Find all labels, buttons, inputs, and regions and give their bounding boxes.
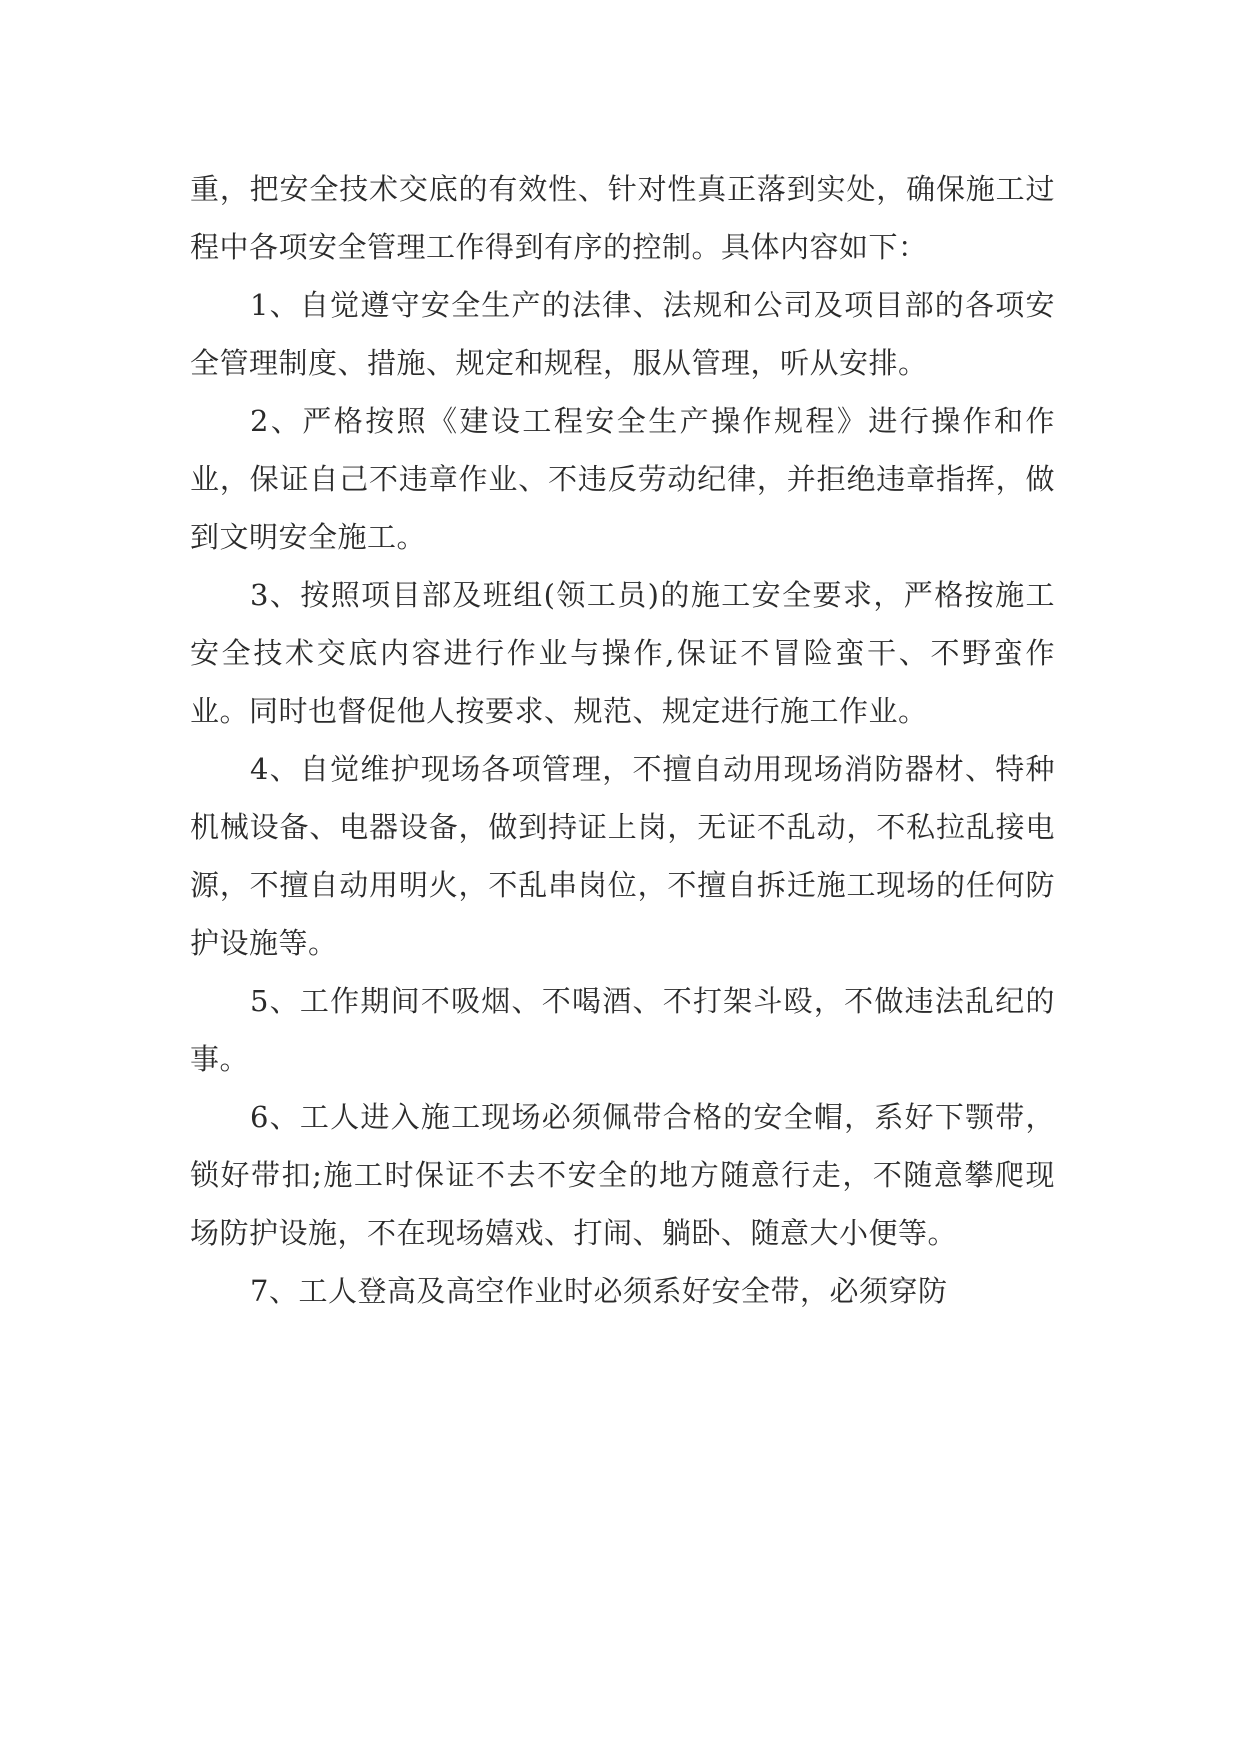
paragraph-item-5: 5、工作期间不吸烟、不喝酒、不打架斗殴，不做违法乱纪的事。 — [190, 984, 1055, 1076]
paragraph-item-7: 7、工人登高及高空作业时必须系好安全带，必须穿防 — [250, 1274, 948, 1308]
paragraph-item-1: 1、自觉遵守安全生产的法律、法规和公司及项目部的各项安全管理制度、措施、规定和规程，服从管理，听从安排。 — [190, 288, 1055, 380]
document-body — [190, 160, 1055, 1320]
paragraph-item-4: 4、自觉维护现场各项管理，不擅自动用现场消防器材、特种机械设备、电器设备，做到持证上岗，无证不乱动，不私拉乱接电源，不擅自动用明火，不乱串岗位，不擅自拆迁施工现场的任何防护设施等。 — [190, 752, 1055, 960]
paragraph-item-2: 2、严格按照《建设工程安全生产操作规程》进行操作和作业，保证自己不违章作业、不违反劳动纪律，并拒绝违章指挥，做到文明安全施工。 — [190, 404, 1055, 554]
paragraph-item-6: 6、工人进入施工现场必须佩带合格的安全帽，系好下颚带，锁好带扣;施工时保证不去不安全的地方随意行走，不随意攀爬现场防护设施，不在现场嬉戏、打闹、躺卧、随意大小便等。 — [190, 1100, 1055, 1250]
paragraph-continuation: 重，把安全技术交底的有效性、针对性真正落到实处，确保施工过程中各项安全管理工作得到有序的控制。具体内容如下： — [190, 172, 1055, 264]
paragraph-item-3: 3、按照项目部及班组(领工员)的施工安全要求，严格按施工安全技术交底内容进行作业与操作,保证不冒险蛮干、不野蛮作业。同时也督促他人按要求、规范、规定进行施工作业。 — [190, 578, 1055, 728]
